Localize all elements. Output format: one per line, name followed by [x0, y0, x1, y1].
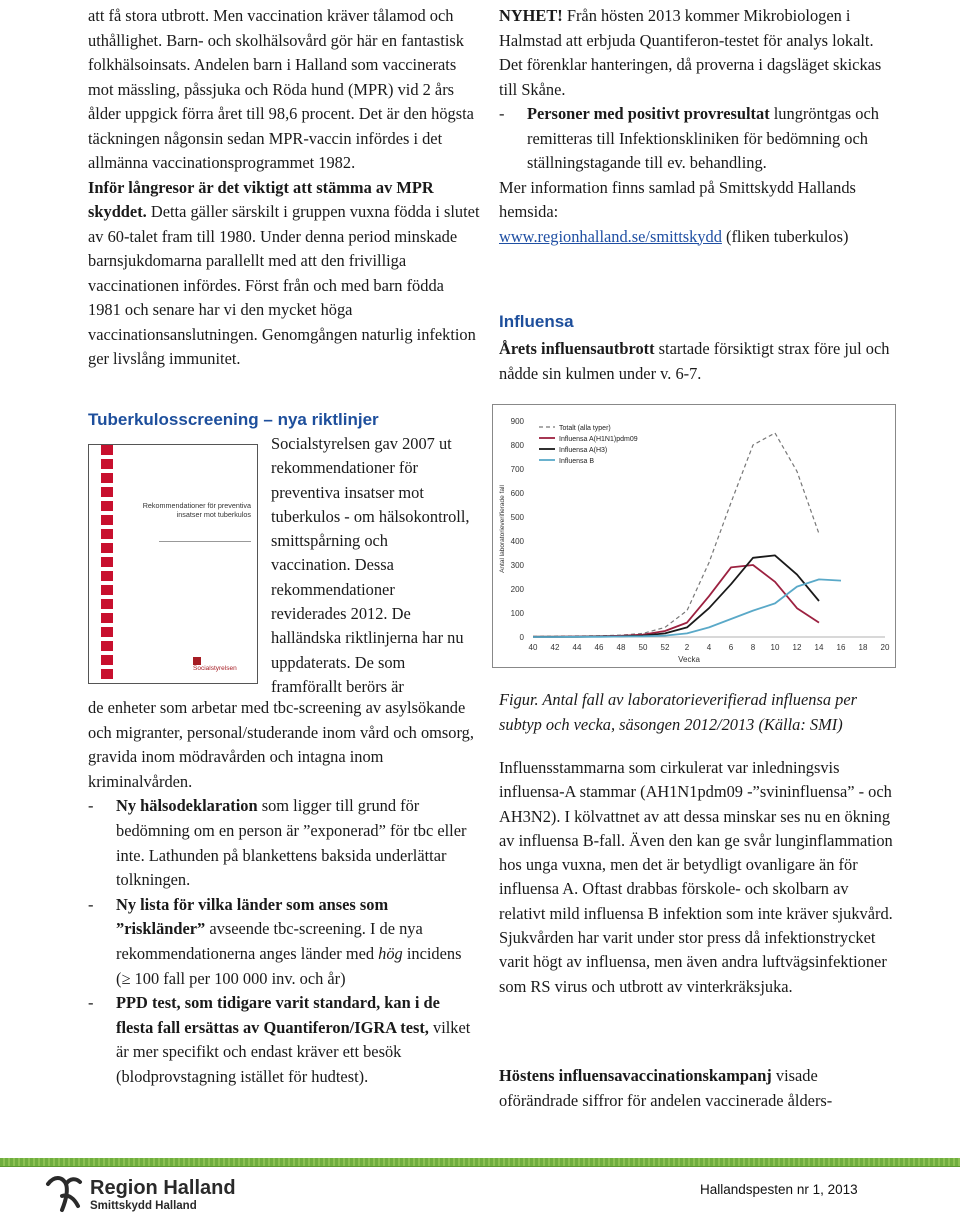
y-tick-label: 100 [510, 609, 524, 618]
right-column-bottom [499, 756, 899, 999]
left-column-bottom [88, 696, 480, 1090]
right-column-top [499, 4, 899, 249]
y-axis-label: Antal laboratorieverifierade fall [499, 485, 506, 573]
y-tick-label: 800 [510, 441, 524, 450]
x-tick-label: 8 [750, 643, 756, 652]
tb-bullet-countries: - Ny lista för vilka länder som anses som ”riskländer” avseende tbc-screening. I de nya rekommendationerna anges länder med hög incidens (≥ 100 fall per 100 000 inv. och år) [88, 894, 462, 988]
tb-heading: Tuberkulosscreening – nya riktlinjer [88, 410, 379, 429]
travel-paragraph: Inför långresor är det viktigt att stämma av MPR skyddet. Detta gäller särskilt i gruppen vuxna födda i slutet av 60-talet fram till 1980. Under denna period minskade barnsjukdomarna parallellt med att den frivilliga vaccinationen infördes. Först från och med barn födda 1981 och senare har vi den mycket höga vaccinationsanslutningen. Genomgången naturlig infektion ger livslång immunitet. [88, 177, 480, 368]
x-tick-label: 16 [836, 643, 846, 652]
y-tick-label: 500 [510, 513, 524, 522]
positive-result-bullet: - Personer med positivt provresultat lungröntgas och remitteras till Infektionskliniken för bedömning och ställningstagande till ev. behandling. [499, 104, 879, 172]
influenza-chart [492, 404, 896, 668]
x-tick-label: 4 [706, 643, 712, 652]
y-tick-label: 600 [510, 489, 524, 498]
y-tick-label: 300 [510, 561, 524, 570]
org-name: Region Halland [90, 1177, 236, 1199]
x-tick-label: 20 [880, 643, 890, 652]
x-tick-label: 52 [660, 643, 670, 652]
tb-bullet-ppd: - PPD test, som tidigare varit standard, kan i de flesta fall ersättas av Quantiferon/IGRA test, vilket är mer specifikt och endast kräver ett besök (blodprovstagning istället för hudtest). [88, 993, 471, 1086]
x-tick-label: 10 [770, 643, 780, 652]
legend-label: Influensa A(H1N1)pdm09 [559, 436, 638, 443]
influensa-lead: Årets influensautbrott startade försiktigt strax före jul och nådde sin kulmen under v. 6-7. [499, 339, 890, 383]
y-tick-label: 900 [510, 417, 524, 426]
mpr-paragraph: att få stora utbrott. Men vaccination kräver tålamod och uthållighet. Barn- och skolhälsovård gör här en fantastisk folkhälsoinsats. Andelen barn i Halland som vaccinerats mot mässling, påssjuka och Röda hund (MPR) vid 2 års ålder uppgick förra året till 98,6 procent. Det är den högsta täckningen någonsin sedan MPR-vaccin infördes i det allmänna vaccinationsprogrammet 1982. [88, 6, 474, 172]
footer-line [0, 1166, 960, 1167]
tb-affected-paragraph: de enheter som arbetar med tbc-screening av asylsökande och migranter, personal/studerande inom vård och omsorg, gravida inom mödravården och intagna inom kriminalvården. [88, 698, 474, 791]
x-tick-label: 2 [684, 643, 690, 652]
influenza-chart-svg [493, 405, 897, 669]
more-info-paragraph: Mer information finns samlad på Smittskydd Hallands hemsida: www.regionhalland.se/smittskydd (fliken tuberkulos) [499, 177, 856, 246]
legend-label: Influensa B [559, 458, 595, 465]
tb-bullet-declaration: - Ny hälsodeklaration som ligger till grund för bedömning om en person är ”exponerad” för tbc eller inte. Lathunden på blankettens baksida underlättar tolkningen. [88, 796, 467, 890]
cover-subtitle-line [159, 541, 251, 542]
x-tick-label: 14 [814, 643, 824, 652]
strains-paragraph: Influensstammarna som cirkulerat var inledningsvis influensa-A stammar (AH1N1pdm09 -”svininfluensa” - och AH3N2). I kölvattnet av att dessa minskar ses nu en ökning av influensa B-fall. Även den kan ge svår lunginflammation hos unga vuxna, men det är betydligt ovanligare än för influensa A. Oftast drabbas förskole- och skolbarn av relativt mild influensa B infektion som inte kräver sjukvård. Sjukvården har varit under stor press då infektionstrycket varit högt av influensa, men även andra luftvägsinfektioner som RS virus och utbrott av vinterkräksjuka. [499, 758, 893, 996]
nyhet-paragraph: NYHET! Från hösten 2013 kommer Mikrobiologen i Halmstad att erbjuda Quantiferon-testet för analys lokalt. Det förenklar hanteringen, då proverna i dagsläget skickas till Skåne. [499, 6, 882, 99]
smittskydd-link[interactable]: www.regionhalland.se/smittskydd [499, 226, 722, 246]
vaccination-campaign-paragraph: Höstens influensavaccinationskampanj visade oförändrade siffror för andelen vaccinerade ålders- [499, 1066, 833, 1110]
series-line [533, 579, 841, 637]
cover-stripe [101, 445, 113, 683]
legend-label: Totalt (alla typer) [559, 425, 611, 432]
y-tick-label: 400 [510, 537, 524, 546]
x-tick-label: 46 [594, 643, 604, 652]
x-tick-label: 6 [728, 643, 734, 652]
y-tick-label: 700 [510, 465, 524, 474]
figure-caption: Figur. Antal fall av laboratorieverifierad influensa per subtyp och vecka, säsongen 2012/2013 (Källa: SMI) [499, 690, 857, 734]
tb-intro-wrap: Socialstyrelsen gav 2007 ut rekommendationer för preventiva insatser mot tuberkulos - om hälsokontroll, smittspårning och vaccination. Dessa rekommendationer reviderades 2012. De halländska riktlinjerna har nu uppdaterats. De som framförallt berörs är [271, 434, 470, 696]
x-axis-label: Vecka [678, 655, 700, 664]
series-line [533, 555, 819, 636]
influensa-heading: Influensa [499, 312, 574, 331]
region-halland-logo-icon [44, 1170, 94, 1216]
footer-band [0, 1158, 960, 1166]
org-unit: Smittskydd Halland [90, 1200, 197, 1212]
x-tick-label: 44 [572, 643, 582, 652]
travel-lead: Inför långresor är det viktigt att stämma av MPR skyddet. [88, 177, 434, 221]
cover-title: Rekommendationer för preventiva insatser mot tuberkulos [142, 501, 251, 519]
x-tick-label: 42 [550, 643, 560, 652]
issue-label: Hallandspesten nr 1, 2013 [700, 1182, 858, 1197]
series-line [533, 565, 819, 637]
x-tick-label: 48 [616, 643, 626, 652]
y-tick-label: 200 [510, 585, 524, 594]
left-column-top [88, 4, 480, 372]
x-tick-label: 12 [792, 643, 802, 652]
legend-label: Influensa A(H3) [559, 447, 608, 454]
x-tick-label: 18 [858, 643, 868, 652]
socialstyrelsen-logo: Socialstyrelsen [193, 657, 245, 669]
guideline-booklet-cover [88, 444, 258, 684]
x-tick-label: 50 [638, 643, 648, 652]
y-tick-label: 0 [519, 633, 524, 642]
x-tick-label: 40 [528, 643, 538, 652]
